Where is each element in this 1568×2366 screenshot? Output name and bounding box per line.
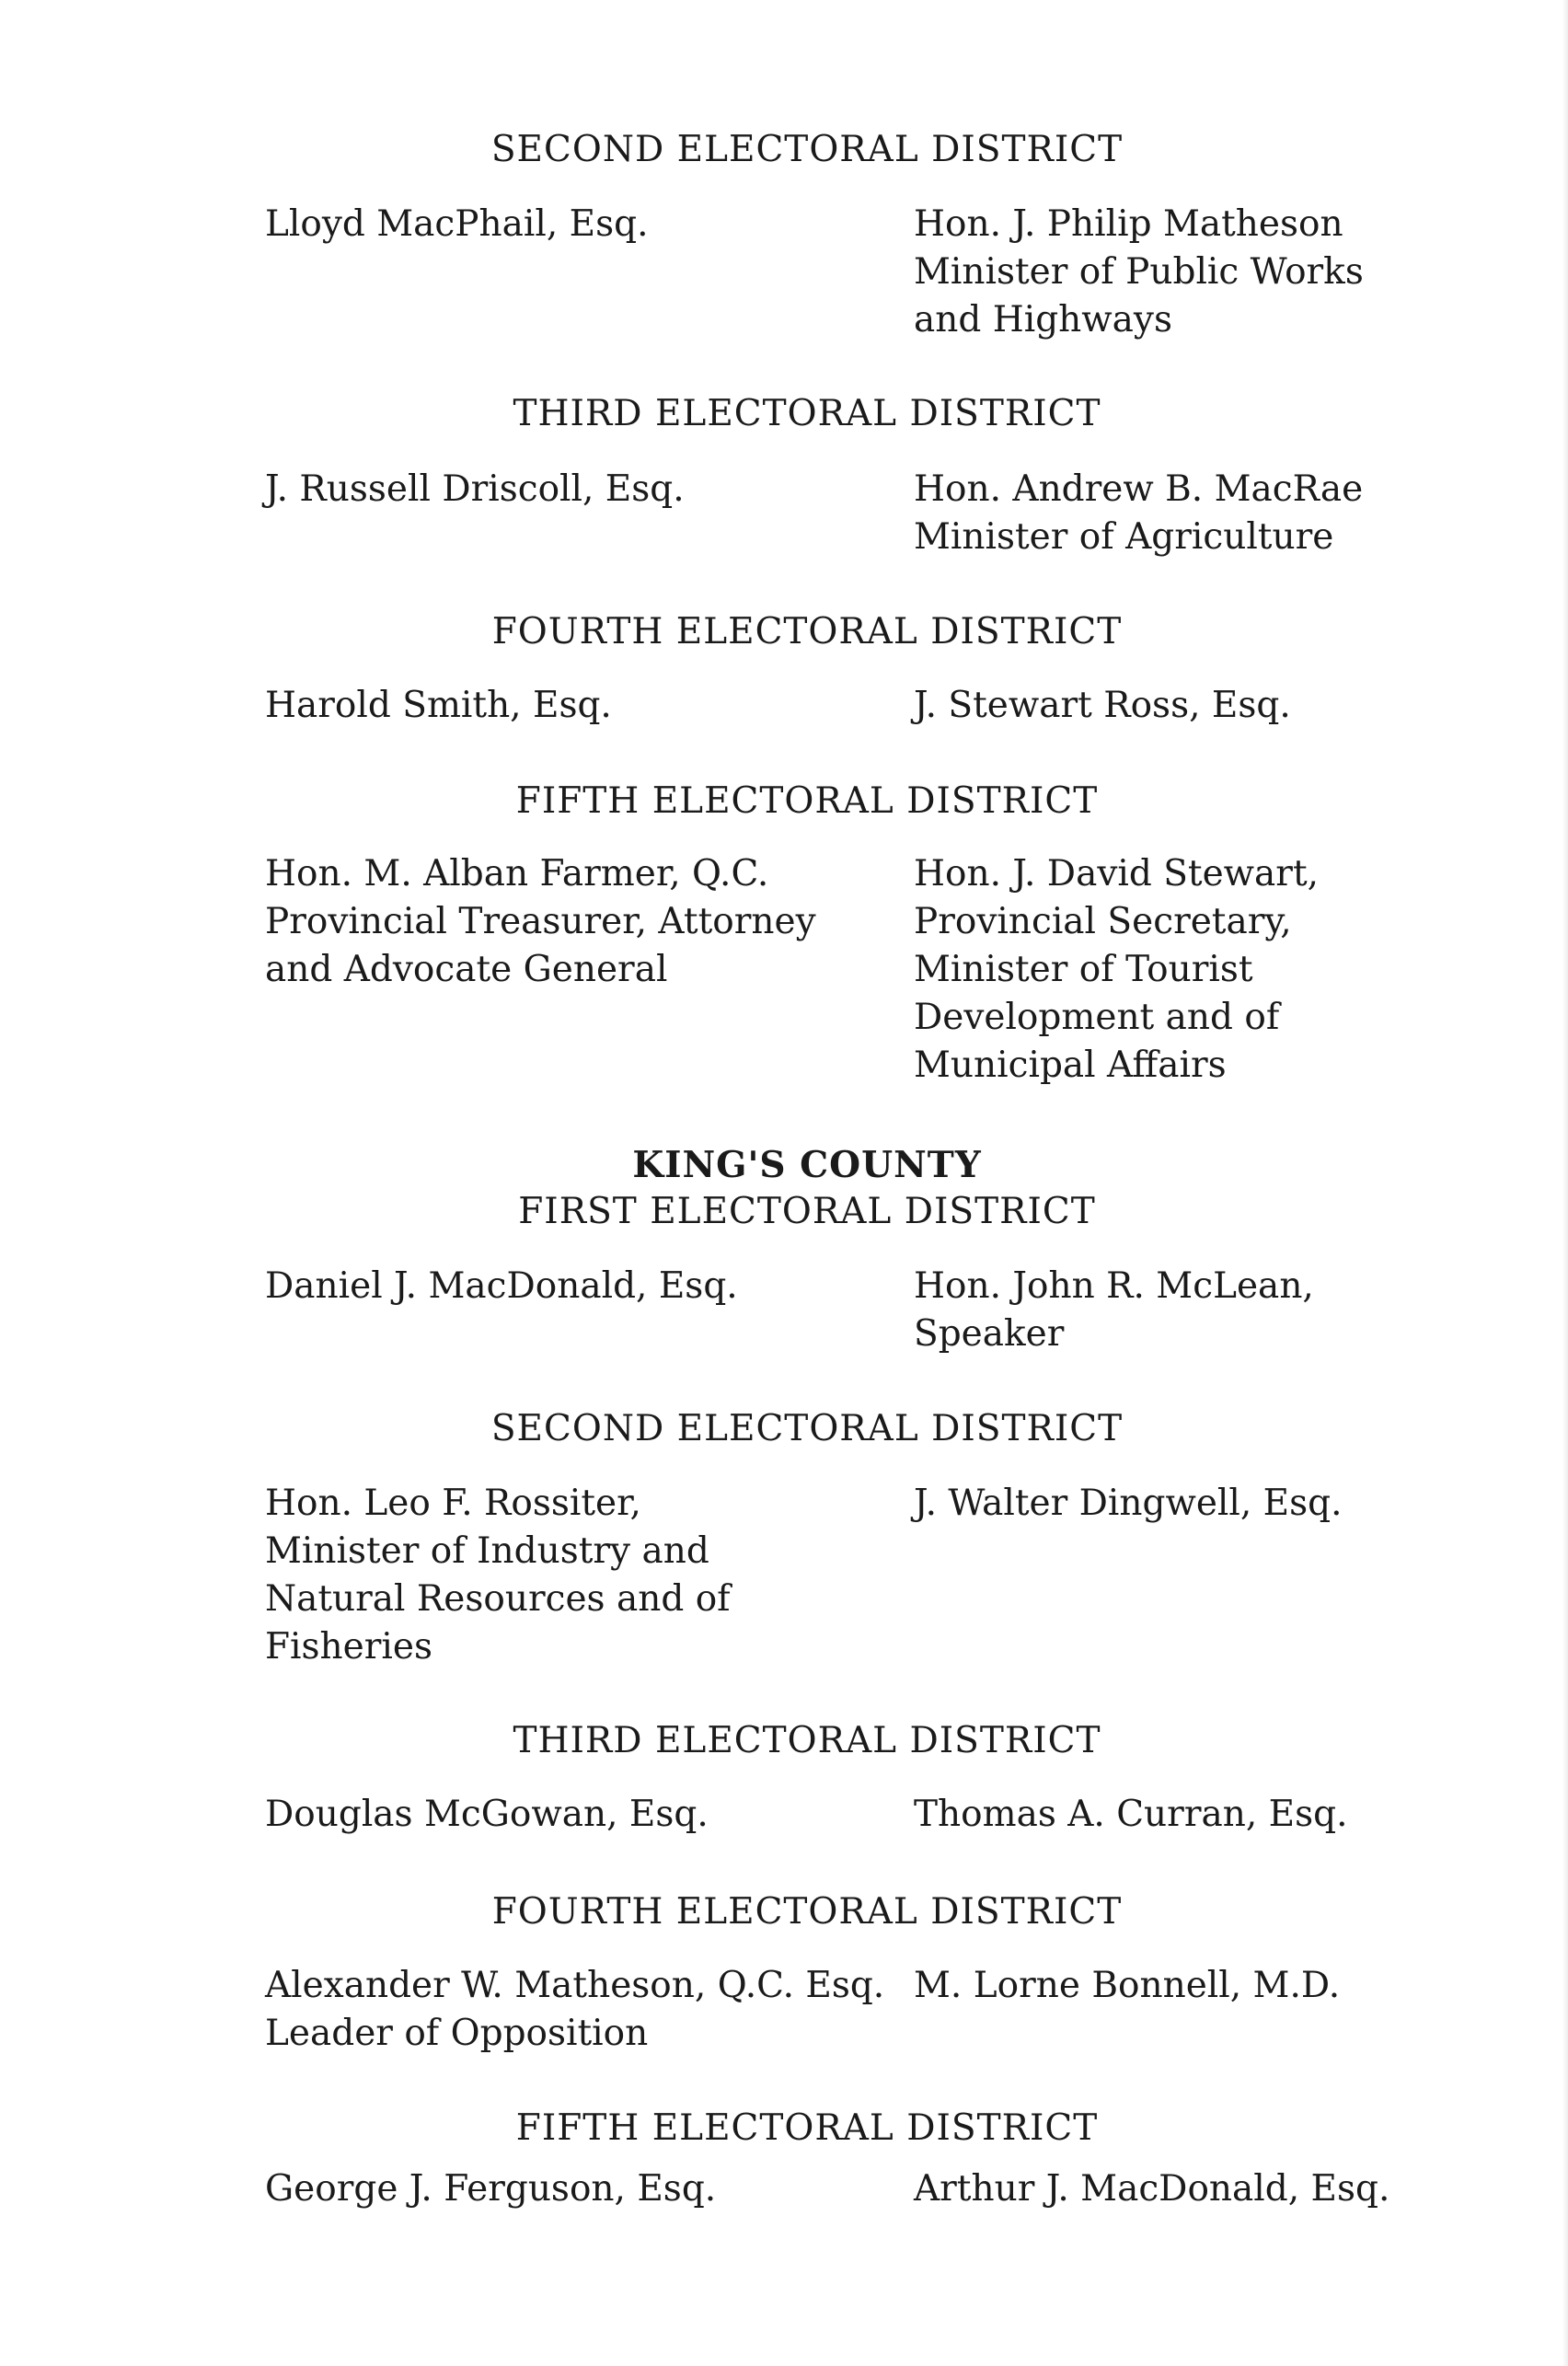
member-line: and Highways [914,299,1172,340]
member-line: J. Russell Driscoll, Esq. [265,468,685,510]
member-line: M. Lorne Bonnell, M.D. [914,1965,1341,2006]
district-heading: FIFTH ELECTORAL DISTRICT [515,2107,1099,2149]
member-line: Fisheries [265,1626,432,1668]
district-heading: THIRD ELECTORAL DISTRICT [513,1720,1101,1761]
member-left [265,682,612,730]
member-right [914,682,1291,730]
member-line: Harold Smith, Esq. [265,685,612,726]
member-line: Hon. J. Philip Matheson [914,203,1343,245]
district-heading: FOURTH ELECTORAL DISTRICT [491,611,1123,652]
member-right [914,1962,1340,2010]
member-left [265,1480,731,1671]
member-left [265,850,816,994]
district-heading: FIRST ELECTORAL DISTRICT [518,1191,1096,1232]
member-right [914,1263,1314,1358]
member-line: Development and of [914,997,1280,1038]
member-line: George J. Ferguson, Esq. [265,2168,717,2210]
member-line: Daniel J. MacDonald, Esq. [265,1265,738,1307]
member-line: Provincial Secretary, [914,901,1292,942]
district-heading: THIRD ELECTORAL DISTRICT [513,393,1101,434]
member-line: Minister of Industry and [265,1530,709,1572]
member-line: Hon. M. Alban Farmer, Q.C. [265,853,769,894]
member-right [914,1791,1347,1839]
member-line: J. Walter Dingwell, Esq. [914,1483,1343,1524]
member-line: Speaker [914,1313,1065,1355]
member-line: Thomas A. Curran, Esq. [914,1794,1348,1835]
member-line: Minister of Public Works [914,251,1364,293]
member-left [265,466,685,514]
member-line: Hon. Andrew B. MacRae [914,468,1364,510]
member-line: Minister of Tourist [914,949,1253,990]
county-heading: KING'S COUNTY [632,1144,982,1186]
page-edge-shadow [1562,0,1568,2366]
district-heading: SECOND ELECTORAL DISTRICT [490,129,1124,170]
member-line: Hon. John R. McLean, [914,1265,1314,1307]
member-right [914,2165,1389,2213]
member-line: Hon. Leo F. Rossiter, [265,1483,641,1524]
member-right [914,1480,1343,1528]
member-line: Douglas McGowan, Esq. [265,1794,709,1835]
member-left [265,2165,716,2213]
member-line: Alexander W. Matheson, Q.C. Esq. [265,1965,885,2006]
member-right [914,850,1319,1090]
member-line: Hon. J. David Stewart, [914,853,1320,894]
member-left [265,1791,709,1839]
member-line: and Advocate General [265,949,668,990]
member-line: Minister of Agriculture [914,516,1334,558]
member-line: J. Stewart Ross, Esq. [914,685,1291,726]
district-heading: FOURTH ELECTORAL DISTRICT [491,1891,1123,1933]
district-heading: SECOND ELECTORAL DISTRICT [490,1408,1124,1449]
member-line: Lloyd MacPhail, Esq. [265,203,649,245]
member-line: Arthur J. MacDonald, Esq. [914,2168,1390,2210]
member-left [265,201,648,248]
district-heading: FIFTH ELECTORAL DISTRICT [515,780,1099,822]
member-left [265,1962,884,2058]
member-line: Natural Resources and of [265,1578,731,1620]
member-line: Leader of Opposition [265,2013,649,2054]
member-line: Municipal Affairs [914,1045,1227,1086]
member-left [265,1263,738,1310]
member-right [914,466,1363,561]
member-line: Provincial Treasurer, Attorney [265,901,816,942]
member-right [914,201,1364,344]
